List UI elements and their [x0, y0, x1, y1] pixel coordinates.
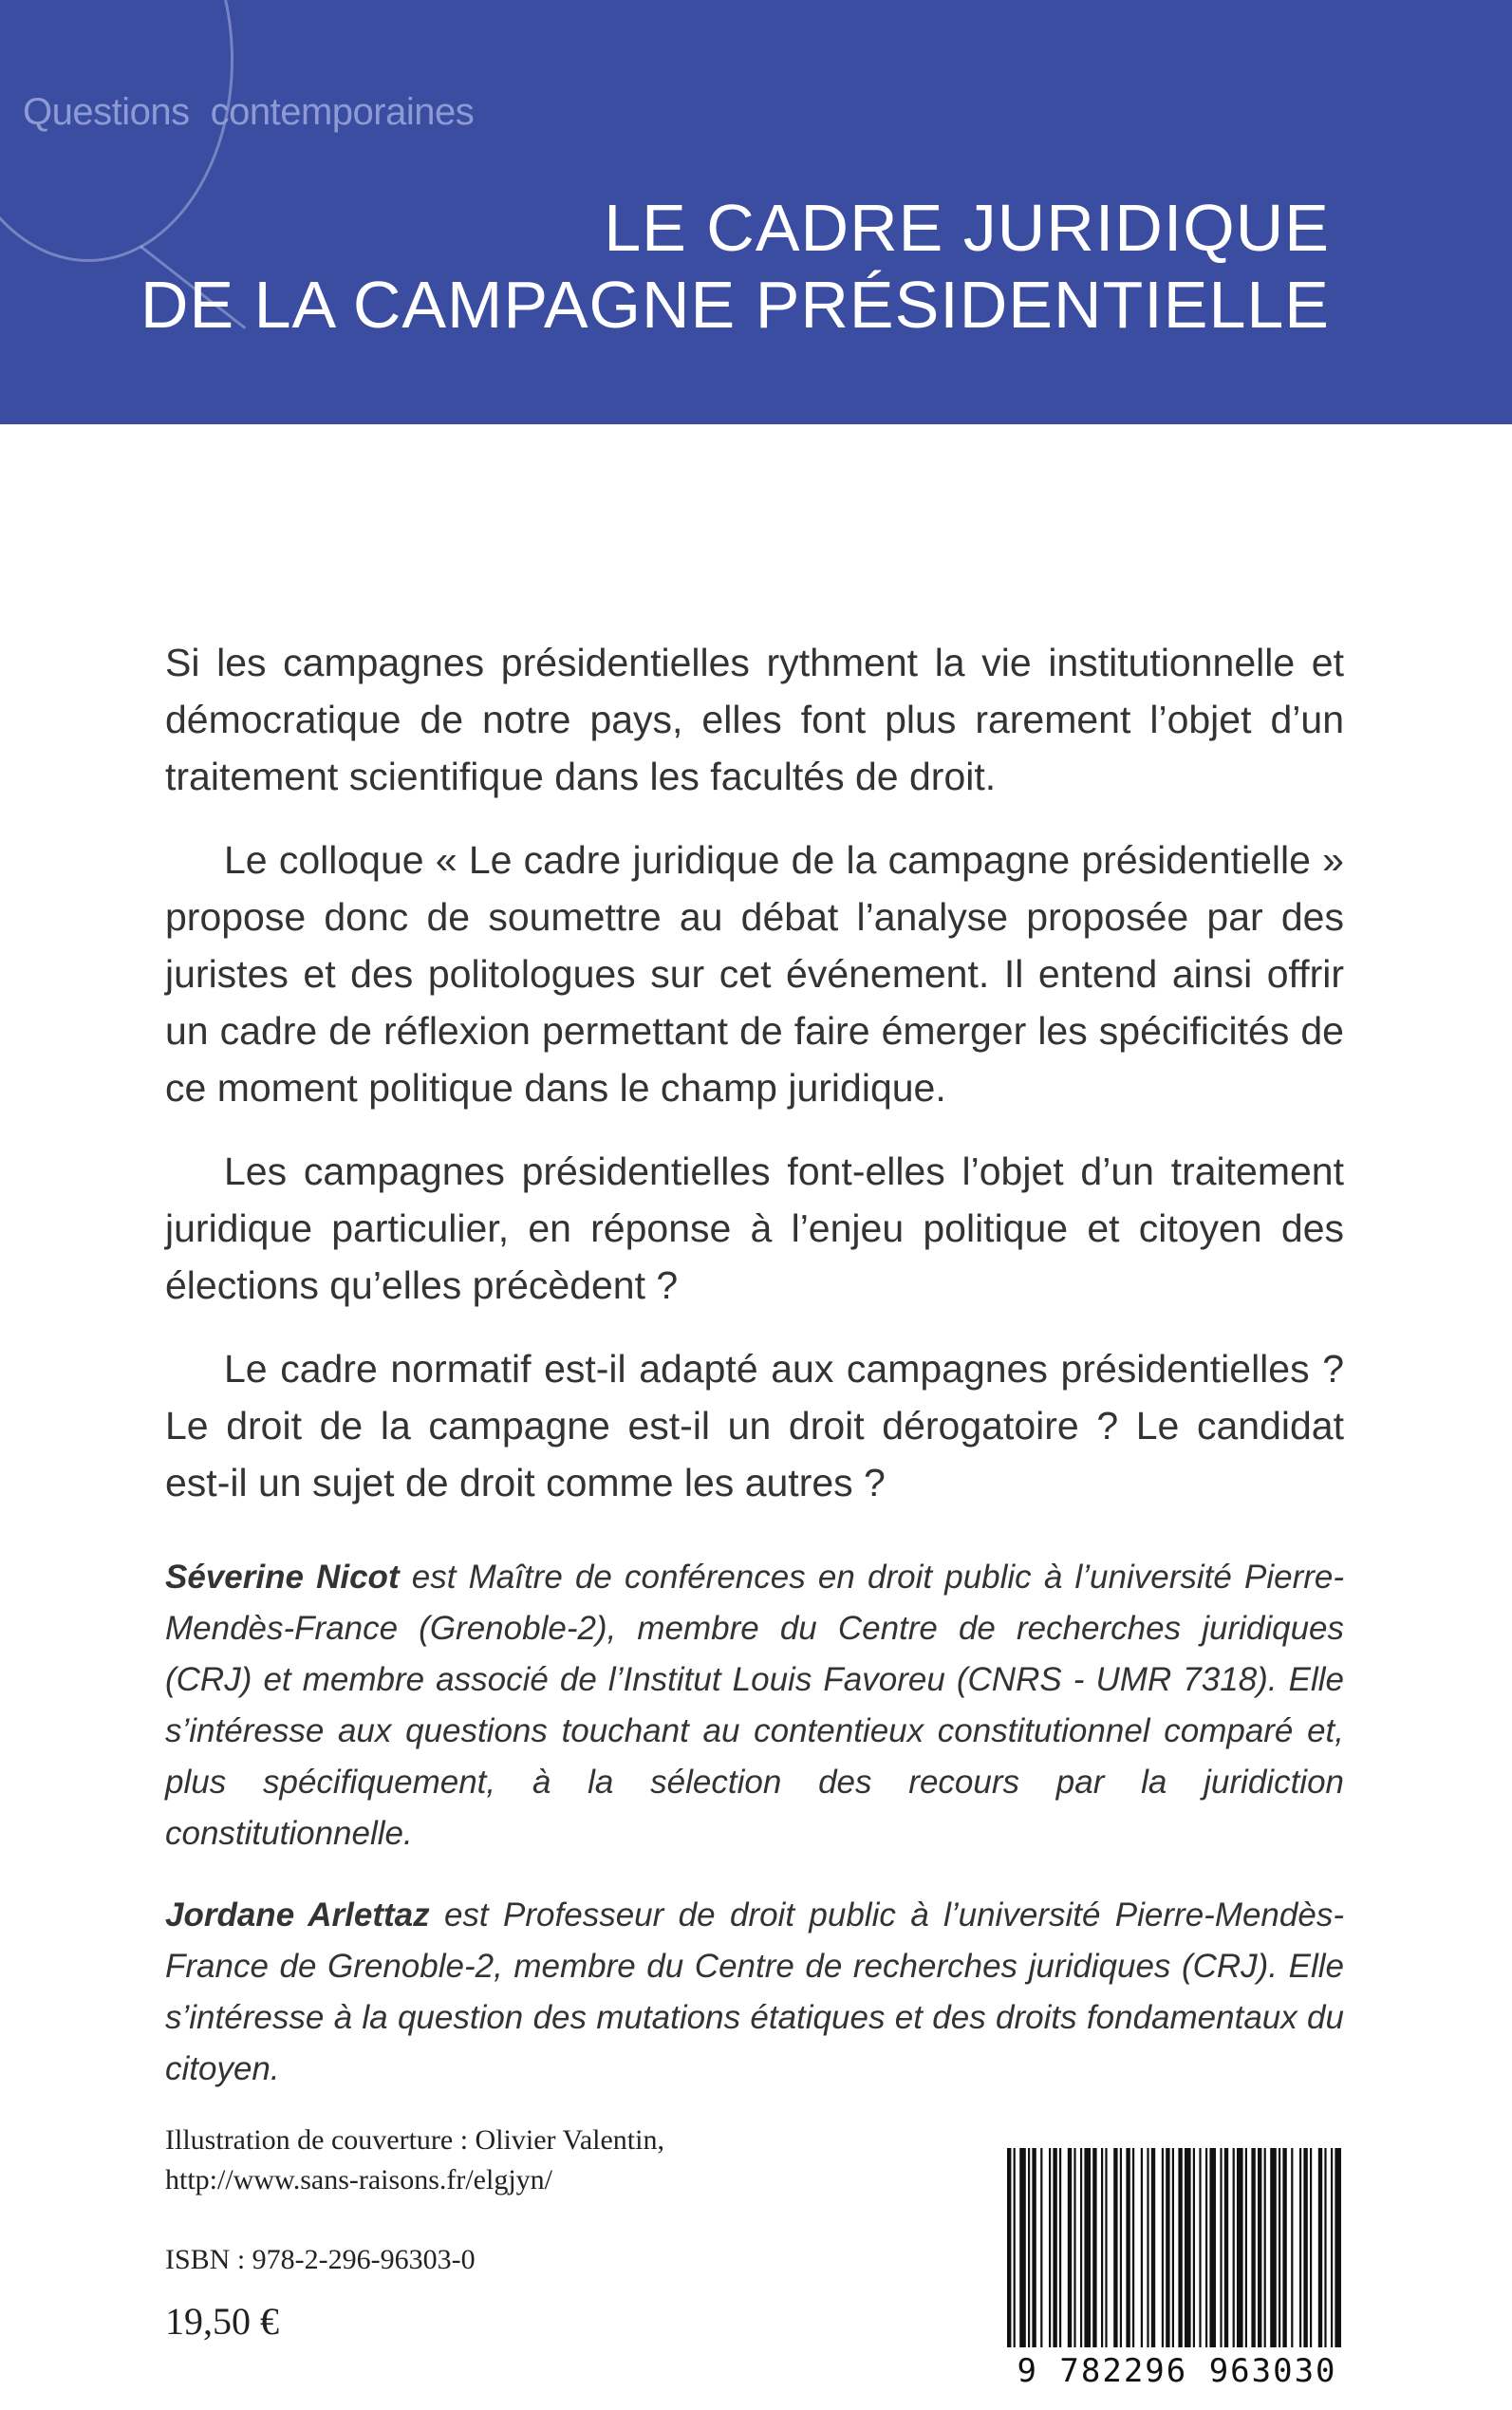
barcode-bar: [1028, 2148, 1030, 2347]
title-line-2: DE LA CAMPAGNE PRÉSIDENTIELLE: [140, 268, 1330, 342]
summary-paragraph: Si les campagnes présidentielles rythment la vie institutionnelle et démocratique de notre pays, elles font plus rarement l’objet d’un traitement scientifique dans les facultés de droit.: [165, 641, 1344, 798]
barcode-bar: [1053, 2148, 1056, 2347]
barcode-bar: [1092, 2148, 1096, 2347]
isbn: ISBN : 978-2-296-96303-0: [165, 2244, 476, 2275]
barcode-bar: [1147, 2148, 1148, 2347]
barcode-bar: [1049, 2148, 1051, 2347]
barcode-bar: [1101, 2148, 1103, 2347]
barcode-bar: [1258, 2148, 1261, 2347]
barcode-bar: [1172, 2148, 1174, 2347]
cover-header: [0, 0, 1512, 424]
barcode-bar: [1251, 2148, 1255, 2347]
barcode-bar: [1264, 2148, 1266, 2347]
barcode-bar: [1068, 2148, 1072, 2347]
barcode-bar: [1331, 2148, 1333, 2347]
series-word-1: Questions: [23, 91, 190, 133]
barcode-bar: [1126, 2148, 1129, 2347]
barcode-bar: [1032, 2148, 1036, 2347]
author-bio: [165, 1552, 1344, 1859]
barcode-bar: [1059, 2148, 1061, 2347]
barcode-bar: [1303, 2148, 1307, 2347]
barcode-bar: [1193, 2148, 1195, 2347]
barcode-bar: [1141, 2148, 1143, 2347]
barcode-bar: [1245, 2148, 1247, 2347]
summary-paragraph: Le cadre normatif est-il adapté aux campagnes présidentielles ? Le droit de la campagne est-il un droit dérogatoire ? Le candidat est-il un sujet de droit comme les autres ?: [165, 1347, 1344, 1504]
barcode-bar: [1073, 2148, 1075, 2347]
barcode-bar: [1162, 2148, 1164, 2347]
barcode-bars: [1001, 2148, 1348, 2347]
barcode-bar: [1209, 2148, 1216, 2347]
barcode-bar: [1080, 2148, 1082, 2347]
series-word-2: contemporaines: [210, 91, 475, 133]
illustration-credits: [165, 2120, 664, 2200]
barcode-bar: [1291, 2148, 1293, 2347]
author-name: Jordane Arlettaz: [165, 1896, 430, 1934]
barcode-bar: [1120, 2148, 1122, 2347]
barcode-bar: [1324, 2148, 1326, 2347]
barcode-bar: [1199, 2148, 1201, 2347]
barcode-bar: [1310, 2148, 1312, 2347]
barcode-bar: [1270, 2148, 1277, 2347]
barcode-bar: [1084, 2148, 1091, 2347]
barcode-bar: [1019, 2148, 1026, 2347]
barcode-bar: [1282, 2148, 1286, 2347]
barcode-bar: [1166, 2148, 1169, 2347]
barcode-bar: [1132, 2148, 1134, 2347]
author-bio: [165, 1890, 1344, 2095]
barcode-bar: [1299, 2148, 1301, 2347]
barcode-bar: [1335, 2148, 1341, 2347]
barcode-bar: [1205, 2148, 1207, 2347]
barcode-bar: [1014, 2148, 1016, 2347]
summary-paragraph: Le colloque « Le cadre juridique de la campagne présidentielle » propose donc de soumettre au débat l’analyse proposée par des juristes et des politologues sur cet événement. Il entend ainsi offrir un cadre de réflexion permettant de faire émerger les spécificités de ce moment politique dans le champ juridique.: [165, 838, 1344, 1110]
barcode-bar: [1185, 2148, 1191, 2347]
illustration-credit-line: Illustration de couverture : Olivier Valentin,: [165, 2124, 664, 2156]
barcode-bar: [1220, 2148, 1222, 2347]
barcode-bar: [1237, 2148, 1243, 2347]
title-line-1: LE CADRE JURIDIQUE: [604, 191, 1330, 265]
author-bio-text: est Professeur de droit public à l’université Pierre-Mendès-France de Grenoble-2, membre du Centre de recherches juridiques (CRJ). Elle s’intéresse à la question des mutations étatiques et des droits fondamentaux du citoyen.: [165, 1896, 1344, 2087]
barcode-digits: 9 782296 963030: [1017, 2352, 1337, 2390]
barcode-bar: [1233, 2148, 1235, 2347]
author-bio-text: est Maître de conférences en droit public à l’université Pierre-Mendès-France (Grenoble-2), membre du Centre de recherches juridiques (CRJ) et membre associé de l’Institut Louis Favoreu (CNRS - UMR 7318). Elle s’intéresse aux questions touchant au contentieux constitutionnel comparé et, plus spécifiquement, à la sélection des recours par la juridiction constitutionnelle.: [165, 1559, 1344, 1852]
summary-text: [165, 634, 1344, 1538]
barcode-bar: [1105, 2148, 1107, 2347]
book-title: [140, 190, 1330, 344]
barcode-bar: [1007, 2148, 1011, 2347]
barcode-bar: [1113, 2148, 1117, 2347]
barcode-bar: [1279, 2148, 1280, 2347]
author-bios: [165, 1552, 1344, 2125]
barcode-bar: [1040, 2148, 1042, 2347]
illustration-url: http://www.sans-raisons.fr/elgjyn/: [165, 2164, 553, 2195]
barcode: [1001, 2148, 1348, 2385]
barcode-bar: [1318, 2148, 1322, 2347]
series-name: [23, 91, 474, 134]
barcode-bar: [1151, 2148, 1155, 2347]
summary-paragraph: Les campagnes présidentielles font-elles l’objet d’un traitement juridique particulier, en réponse à l’enjeu politique et citoyen des élections qu’elles précèdent ?: [165, 1149, 1344, 1307]
price: 19,50 €: [165, 2300, 279, 2343]
author-name: Séverine Nicot: [165, 1559, 400, 1596]
barcode-bar: [1178, 2148, 1182, 2347]
barcode-bar: [1224, 2148, 1228, 2347]
